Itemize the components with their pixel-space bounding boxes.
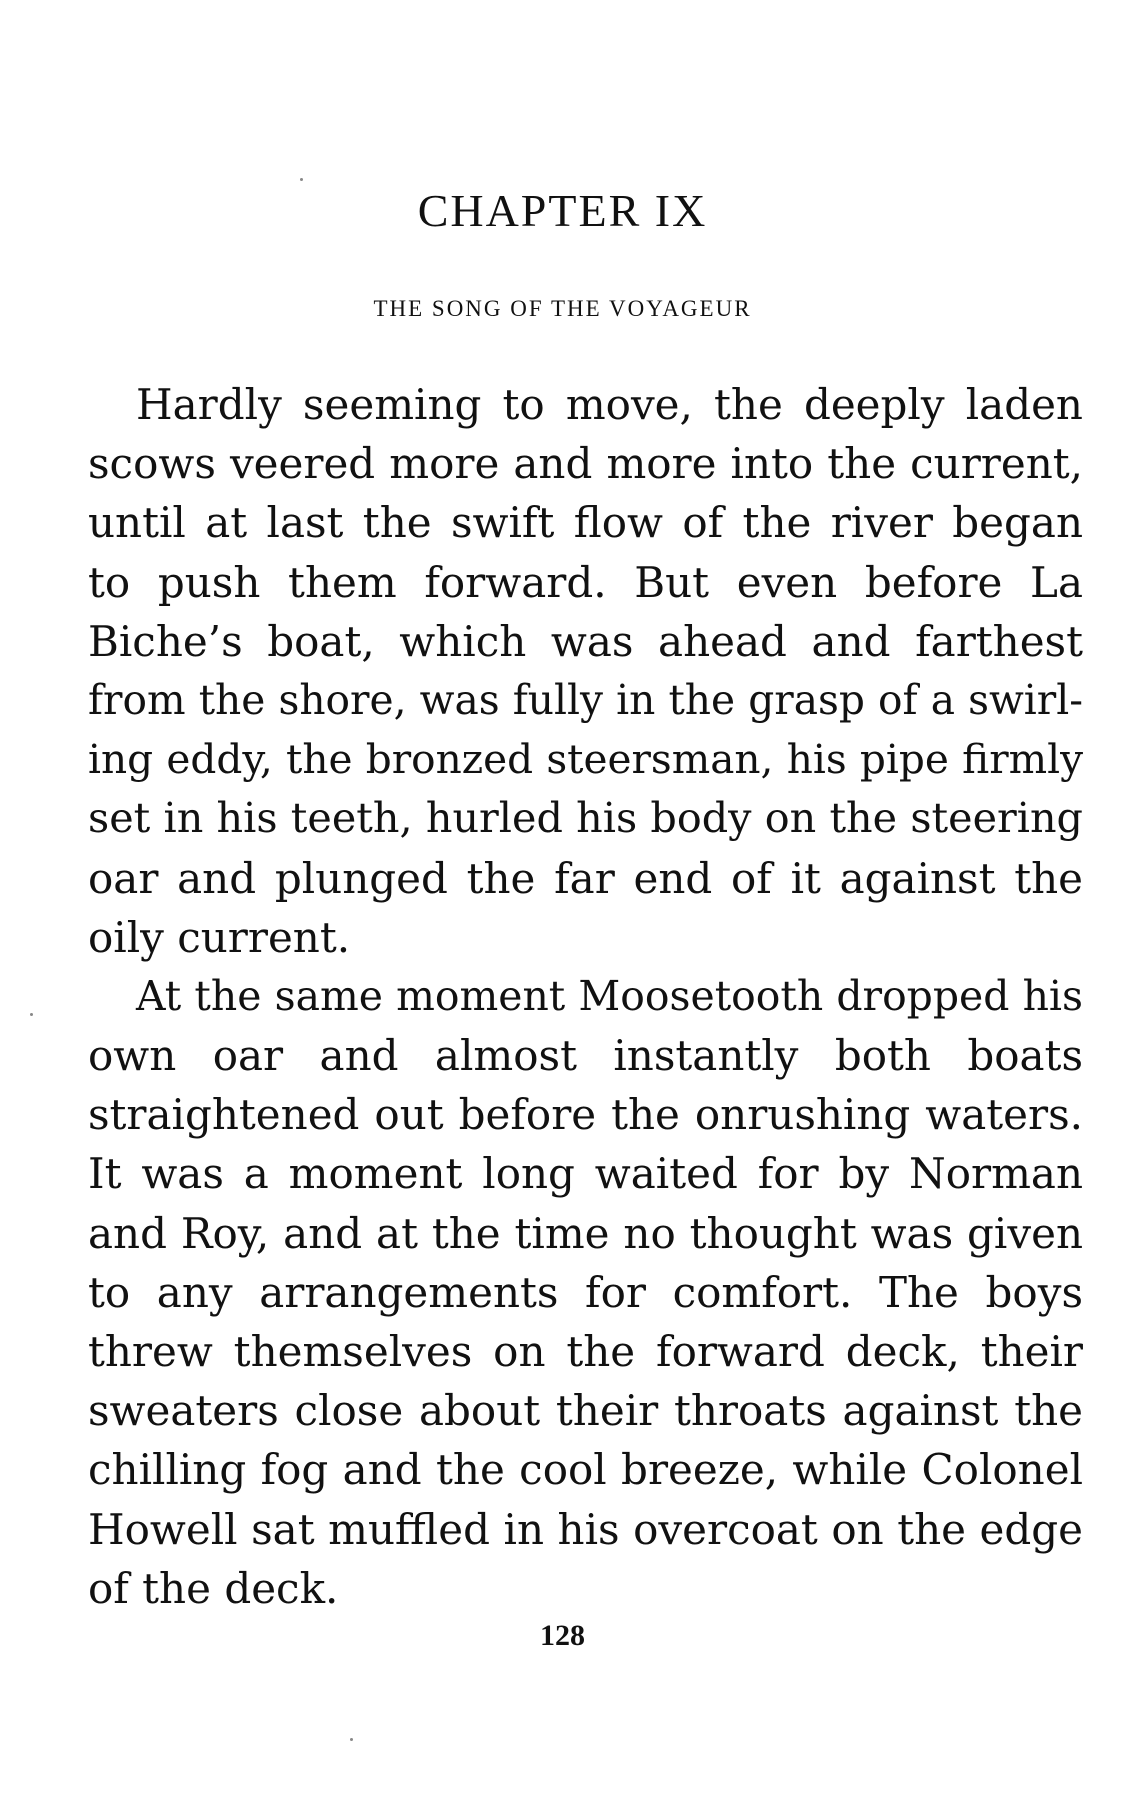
text-line: from the shore, was fully in the grasp of a swirl- — [88, 675, 1083, 724]
text-line: Howell sat muffled in his overcoat on the edge — [88, 1504, 1083, 1554]
paper-speck — [350, 1738, 353, 1741]
text-line: of the deck. — [88, 1563, 339, 1613]
text-line: straightened out before the onrushing waters. — [88, 1090, 1083, 1140]
paper-speck — [30, 1013, 33, 1016]
text-line: to any arrangements for comfort. The boys — [88, 1267, 1083, 1317]
text-line: and Roy, and at the time no thought was given — [88, 1208, 1083, 1258]
paper-speck — [300, 178, 303, 181]
text-line: ing eddy, the bronzed steersman, his pipe firmly — [88, 735, 1083, 784]
chapter-subtitle: THE SONG OF THE VOYAGEUR — [373, 296, 752, 321]
text-line: threw themselves on the forward deck, their — [88, 1327, 1083, 1376]
text-line: own oar and almost instantly both boats — [88, 1031, 1083, 1081]
text-line: scows veered more and more into the current, — [88, 439, 1083, 489]
text-line: to push them forward. But even before La — [88, 557, 1083, 607]
text-line: Hardly seeming to move, the deeply laden — [136, 380, 1083, 429]
text-line: chilling fog and the cool breeze, while Colonel — [88, 1445, 1083, 1495]
body-text — [88, 375, 1083, 1618]
chapter-title: CHAPTER IX — [417, 185, 708, 236]
text-line: oar and plunged the far end of it against the — [88, 853, 1083, 903]
text-line: oily current. — [88, 912, 351, 962]
text-line: Biche’s boat, which was ahead and farthest — [88, 616, 1083, 666]
text-line: It was a moment long waited for by Norman — [88, 1149, 1083, 1199]
text-line: At the same moment Moosetooth dropped his — [136, 971, 1083, 1020]
text-line: until at last the swift flow of the river began — [88, 498, 1083, 548]
page-number: 128 — [540, 1619, 585, 1652]
text-line: sweaters close about their throats against the — [88, 1386, 1083, 1436]
text-line: set in his teeth, hurled his body on the steering — [88, 794, 1083, 843]
